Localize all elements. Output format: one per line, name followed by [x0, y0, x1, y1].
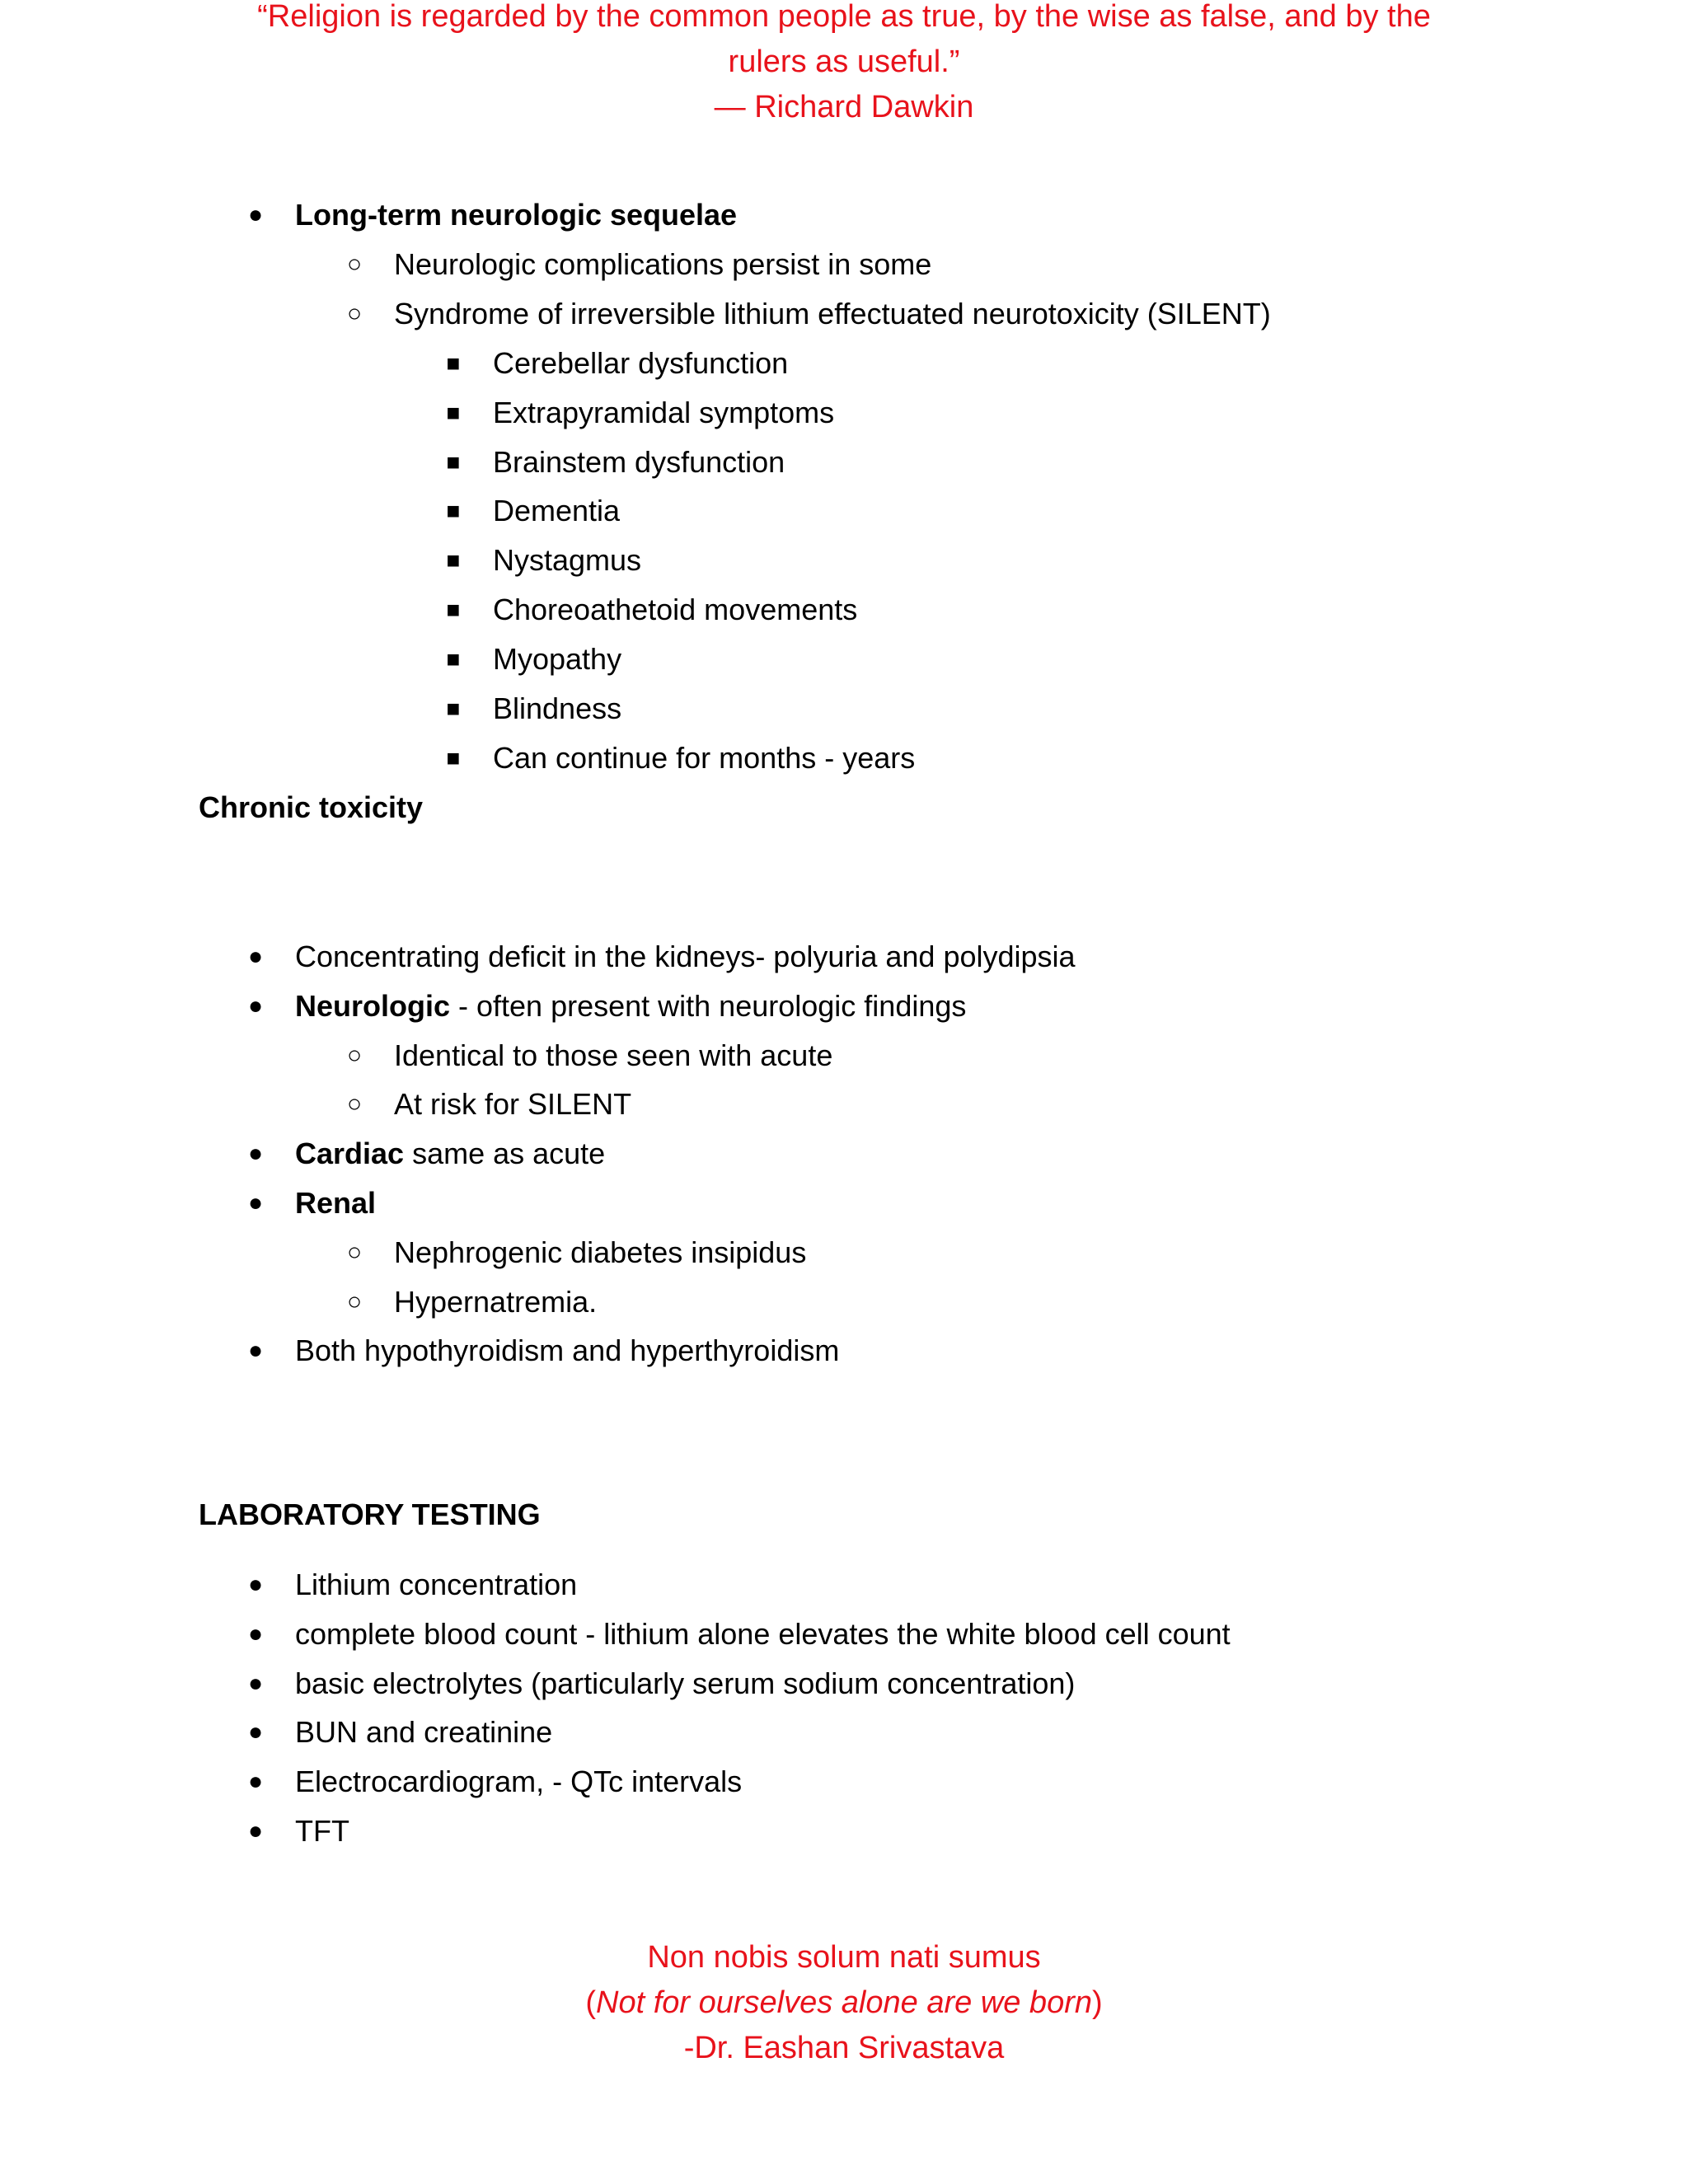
list-item-plain-text: Identical to those seen with acute	[394, 1038, 833, 1072]
bullet-square-icon: ■	[446, 646, 461, 673]
bullet-circle-icon: ○	[346, 299, 363, 327]
list-item-text	[493, 388, 834, 438]
list-item	[0, 486, 1688, 536]
list-item-text	[295, 1560, 577, 1610]
bullet-dot-icon: ●	[247, 991, 264, 1019]
list-item-plain-text: Myopathy	[493, 642, 622, 677]
bullet-square-icon: ■	[446, 547, 461, 574]
list-item-plain-text: Lithium concentration	[295, 1568, 578, 1601]
list-item-plain-text: Choreoathetoid movements	[493, 593, 858, 627]
bullet-circle-icon: ○	[346, 1090, 363, 1118]
list-item-plain-text: Dementia	[493, 494, 621, 528]
list-item	[0, 1708, 1688, 1757]
list-item-text	[394, 240, 931, 289]
bullet-dot-icon: ●	[247, 201, 264, 228]
list-item	[0, 438, 1688, 487]
list-item-text	[493, 733, 915, 783]
list-item-plain-text: Extrapyramidal symptoms	[493, 395, 835, 429]
bullet-square-icon: ■	[446, 349, 461, 376]
bullet-dot-icon: ●	[247, 1571, 264, 1598]
list-item	[0, 1277, 1688, 1327]
list-item-text	[295, 1807, 349, 1856]
list-item	[0, 1560, 1688, 1610]
list-item	[0, 733, 1688, 783]
laboratory-testing-heading: LABORATORY TESTING	[199, 1497, 541, 1531]
list-item	[0, 585, 1688, 635]
translation-text: Not for ourselves alone are we born	[596, 1985, 1092, 2020]
list-item-bold-text: Cardiac	[295, 1137, 405, 1171]
list-item-text	[295, 932, 1076, 982]
open-paren: (	[585, 1985, 596, 2020]
list-item-plain-text: Nystagmus	[493, 543, 642, 578]
list-item	[0, 1757, 1688, 1807]
top-quote-line-1: “Religion is regarded by the common people as true, by the wise as false, and by the	[257, 0, 1431, 34]
list-item	[0, 1610, 1688, 1659]
list-item	[0, 339, 1688, 388]
list-item-plain-text: TFT	[295, 1814, 349, 1848]
list-item-text	[295, 1708, 552, 1757]
list-item-plain-text: At risk for SILENT	[394, 1087, 632, 1122]
list-item-text	[295, 1129, 605, 1179]
list-item-text	[493, 486, 620, 536]
bottom-quote-line-2	[0, 1980, 1688, 2026]
bullet-circle-icon: ○	[346, 1238, 363, 1266]
list-item	[0, 536, 1688, 585]
list-item	[0, 1080, 1688, 1129]
list-item-plain-text: Blindness	[493, 691, 622, 725]
list-item	[0, 1659, 1688, 1708]
list-item-text	[493, 438, 785, 487]
list-item-text	[493, 339, 788, 388]
bullet-dot-icon: ●	[247, 943, 264, 970]
list-item-text	[493, 635, 621, 684]
list-item-plain-text: complete blood count - lithium alone elevates the white blood cell count	[295, 1616, 1231, 1651]
list-item-text	[295, 1179, 376, 1228]
list-item-plain-text: Concentrating deficit in the kidneys- polyuria and polydipsia	[295, 940, 1076, 973]
list-item	[0, 1228, 1688, 1277]
list-item-bold-text: Neurologic	[295, 988, 451, 1023]
list-item	[0, 1179, 1688, 1228]
bullet-dot-icon: ●	[247, 1718, 264, 1746]
list-item-plain-text: Electrocardiogram, - QTc intervals	[295, 1765, 743, 1799]
list-item	[0, 932, 1688, 982]
bullet-square-icon: ■	[446, 696, 461, 721]
list-item	[0, 1807, 1688, 1856]
bullet-square-icon: ■	[446, 498, 461, 524]
list-item-text	[394, 1031, 832, 1080]
list-item-text	[493, 536, 641, 585]
bullet-dot-icon: ●	[247, 1768, 264, 1796]
list-item-plain-text: basic electrolytes (particularly serum sodium concentration)	[295, 1666, 1076, 1700]
list-item-text	[394, 1228, 806, 1277]
list-item-plain-text: Hypernatremia.	[394, 1284, 598, 1319]
chronic-toxicity-heading: Chronic toxicity	[199, 790, 424, 824]
list-item-plain-text: Both hypothyroidism and hyperthyroidism	[295, 1333, 840, 1368]
list-item-text	[295, 1610, 1231, 1659]
bullet-square-icon: ■	[446, 448, 461, 475]
bullet-dot-icon: ●	[247, 1337, 264, 1365]
list-item-bold-text: Renal	[295, 1186, 377, 1220]
bullet-dot-icon: ●	[247, 1817, 264, 1844]
list-item-plain-text: Neurologic complications persist in some	[394, 246, 932, 281]
bullet-dot-icon: ●	[247, 1619, 264, 1647]
bullet-dot-icon: ●	[247, 1189, 264, 1216]
list-item	[0, 1326, 1688, 1376]
list-item-plain-text: Syndrome of irreversible lithium effectuated neurotoxicity (SILENT)	[394, 296, 1271, 330]
list-item-text	[295, 1659, 1075, 1708]
bullet-square-icon: ■	[446, 744, 461, 771]
top-quote-line-2: rulers as useful.”	[728, 45, 960, 79]
list-item-plain-text: Brainstem dysfunction	[493, 444, 785, 479]
list-item-text	[295, 190, 737, 240]
list-item-text	[493, 585, 857, 635]
bullet-circle-icon: ○	[346, 1287, 363, 1315]
list-item	[0, 982, 1688, 1031]
list-item-plain-text: Can continue for months - years	[493, 740, 916, 775]
list-item-text	[295, 1326, 839, 1376]
close-paren: )	[1092, 1985, 1103, 2020]
list-item	[0, 240, 1688, 289]
bullet-square-icon: ■	[446, 399, 461, 425]
list-item-plain-text: same as acute	[404, 1137, 606, 1171]
top-quote	[0, 0, 1688, 130]
bullet-square-icon: ■	[446, 597, 461, 623]
bottom-quote	[0, 1935, 1688, 2071]
list-item	[0, 289, 1688, 339]
list-item-text	[394, 1080, 631, 1129]
list-item-plain-text: Nephrogenic diabetes insipidus	[394, 1235, 807, 1269]
list-item-plain-text: Cerebellar dysfunction	[493, 345, 789, 380]
list-item-text	[295, 1757, 742, 1807]
list-item	[0, 190, 1688, 240]
list-item	[0, 635, 1688, 684]
list-item-plain-text: - often present with neurologic findings	[450, 988, 967, 1023]
list-item	[0, 388, 1688, 438]
list-item-text	[394, 1277, 597, 1327]
bullet-dot-icon: ●	[247, 1669, 264, 1697]
top-quote-attribution: — Richard Dawkin	[714, 90, 974, 124]
list-item-text	[493, 684, 621, 733]
bottom-quote-attribution: -Dr. Eashan Srivastava	[683, 2031, 1005, 2065]
list-item-bold-text: Long-term neurologic sequelae	[295, 198, 738, 232]
list-item-text	[295, 982, 966, 1031]
list-item	[0, 1129, 1688, 1179]
bullet-dot-icon: ●	[247, 1140, 264, 1168]
list-item	[0, 1031, 1688, 1080]
list-item-plain-text: BUN and creatinine	[295, 1715, 553, 1750]
bullet-circle-icon: ○	[346, 1041, 363, 1069]
list-item	[0, 684, 1688, 733]
bullet-circle-icon: ○	[346, 250, 363, 278]
bottom-quote-line-1: Non nobis solum nati sumus	[647, 1940, 1041, 1975]
list-item-text	[394, 289, 1271, 339]
